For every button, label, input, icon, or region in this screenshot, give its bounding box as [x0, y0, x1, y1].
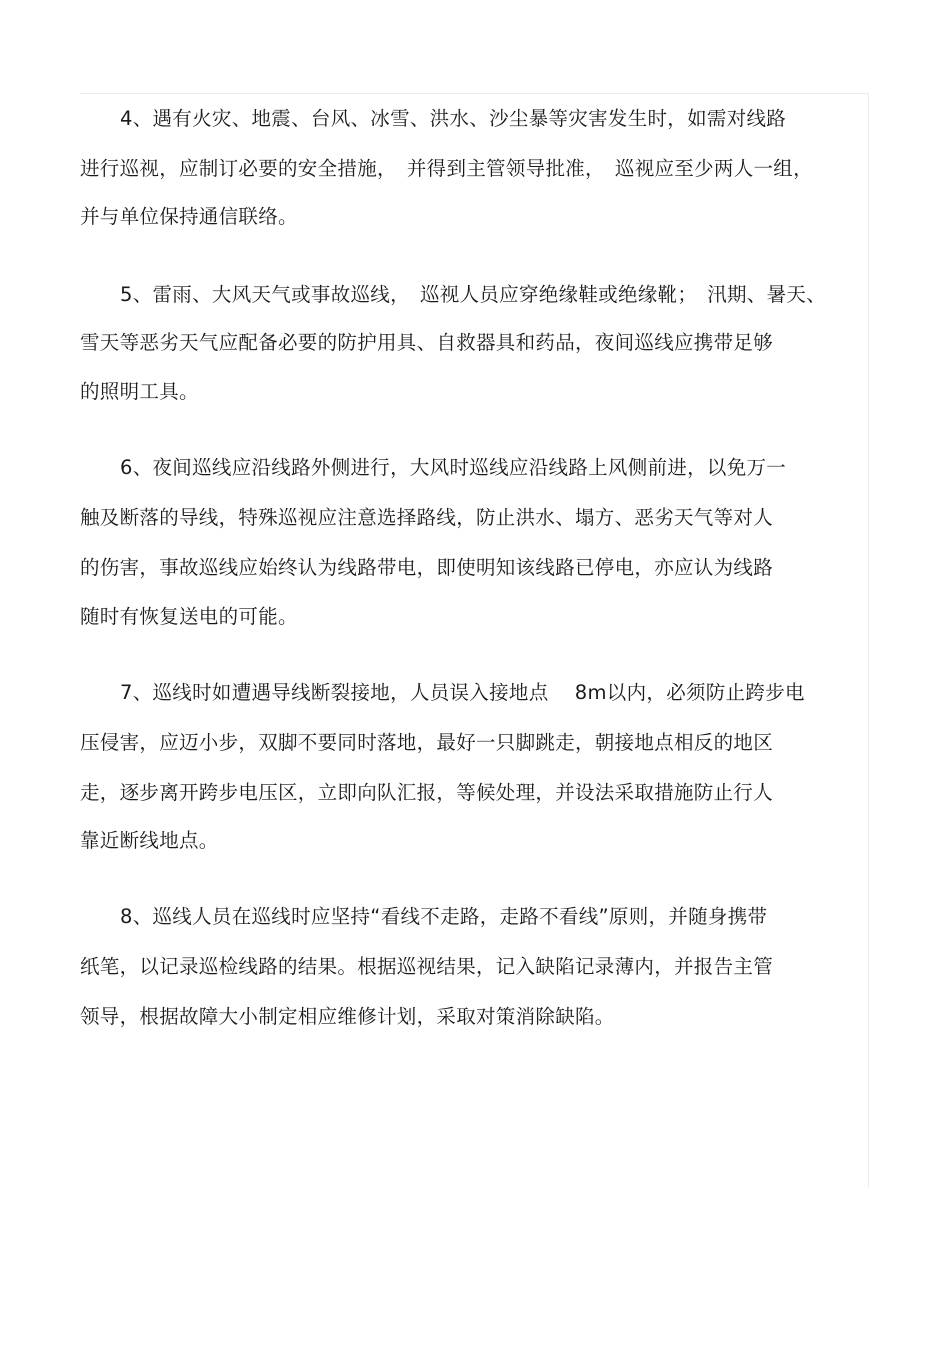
- paragraph-6-line-2: 触及断落的导线，特殊巡视应注意选择路线，防止洪水、塌方、恶劣天气等对人: [80, 506, 774, 529]
- paragraph-5-line-1: 5、雷雨、大风天气或事故巡线， 巡视人员应穿绝缘鞋或绝缘靴； 汛期、暑天、: [120, 283, 827, 306]
- paragraph-8-line-3: 领导，根据故障大小制定相应维修计划，采取对策消除缺陷。: [80, 1005, 615, 1028]
- paragraph-7-line-3: 走，逐步离开跨步电压区，立即向队汇报，等候处理，并设法采取措施防止行人: [80, 781, 774, 804]
- paragraph-6-line-4: 随时有恢复送电的可能。: [80, 605, 298, 628]
- paragraph-4-line-3: 并与单位保持通信联络。: [80, 205, 298, 228]
- paragraph-7-line-1: 7、巡线时如遭遇导线断裂接地，人员误入接地点 8m以内，必须防止跨步电: [120, 681, 805, 704]
- paragraph-5-line-2: 雪天等恶劣天气应配备必要的防护用具、自救器具和药品，夜间巡线应携带足够: [80, 331, 774, 354]
- paragraph-8-line-2: 纸笔，以记录巡检线路的结果。根据巡视结果，记入缺陷记录薄内，并报告主管: [80, 955, 774, 978]
- paragraph-4-line-2: 进行巡视，应制订必要的安全措施， 并得到主管领导批准， 巡视应至少两人一组，: [80, 157, 813, 180]
- paragraph-7-line-4: 靠近断线地点。: [80, 829, 219, 852]
- paragraph-6-line-3: 的伤害，事故巡线应始终认为线路带电，即使明知该线路已停电，亦应认为线路: [80, 556, 774, 579]
- paragraph-7-line-2: 压侵害，应迈小步，双脚不要同时落地，最好一只脚跳走，朝接地点相反的地区: [80, 731, 774, 754]
- paragraph-8-line-1: 8、巡线人员在巡线时应坚持“看线不走路，走路不看线”原则，并随身携带: [120, 905, 768, 928]
- paragraph-6-line-1: 6、夜间巡线应沿线路外侧进行，大风时巡线应沿线路上风侧前进，以免万一: [120, 456, 787, 479]
- paragraph-4-line-1: 4、遇有火灾、地震、台风、冰雪、洪水、沙尘暴等灾害发生时，如需对线路: [120, 107, 787, 130]
- paragraph-5-line-3: 的照明工具。: [80, 380, 199, 403]
